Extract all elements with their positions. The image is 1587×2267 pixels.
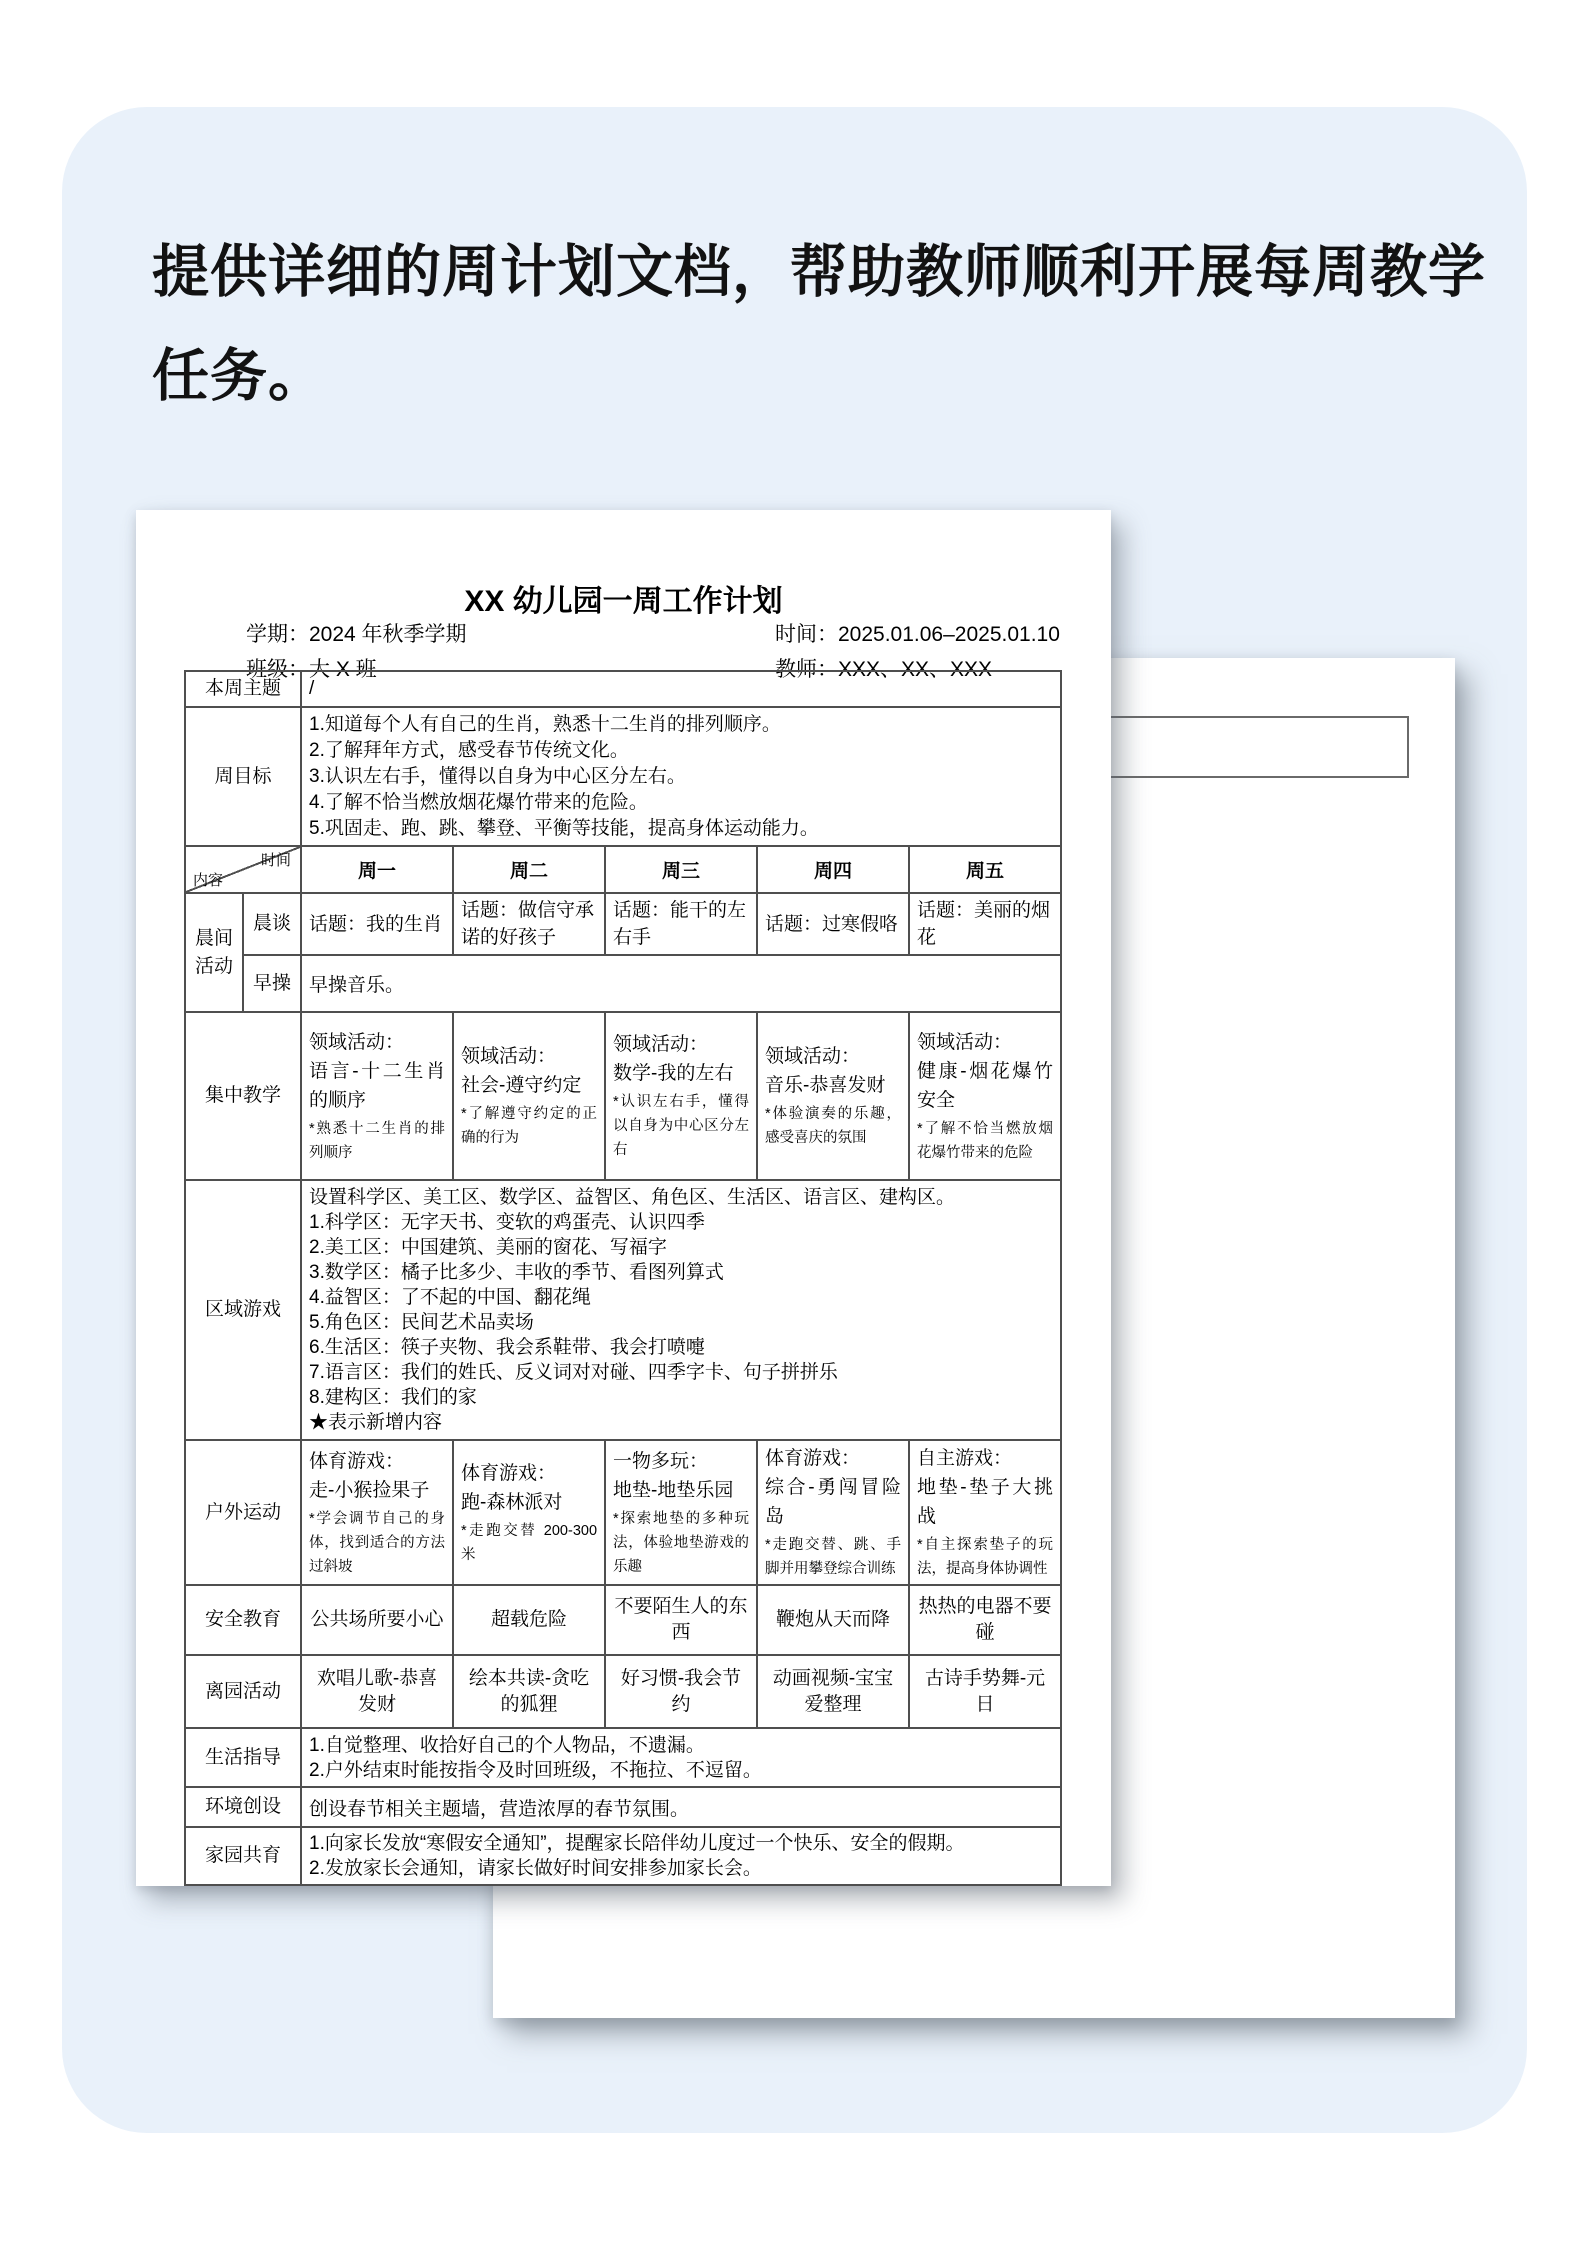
row-label-safety: 安全教育 [185, 1585, 301, 1655]
row-sublabel-exercise: 早操 [243, 955, 301, 1012]
teaching-cell: 领域活动： 数学-我的左右 *认识左右手，懂得以自身为中心区分左右 [605, 1012, 757, 1180]
row-label-leaving: 离园活动 [185, 1655, 301, 1728]
row-leaving [185, 1655, 1061, 1728]
row-label-teaching: 集中教学 [185, 1012, 301, 1180]
day-header-thursday: 周四 [757, 846, 909, 893]
row-morning-exercise [185, 955, 1061, 1012]
talk-cell: 话题：做信守承诺的好孩子 [453, 893, 605, 955]
regional-line: 设置科学区、美工区、数学区、益智区、角色区、生活区、语言区、建构区。 [309, 1187, 956, 1208]
regional-line: 8.建构区：我们的家 [309, 1387, 477, 1408]
row-label-regional: 区域游戏 [185, 1180, 301, 1440]
row-label-life: 生活指导 [185, 1728, 301, 1787]
leaving-cell: 欢唱儿歌-恭喜发财 [301, 1655, 453, 1728]
teaching-cell: 领域活动： 语言-十二生肖的顺序 *熟悉十二生肖的排列顺序 [301, 1012, 453, 1180]
life-line: 1.自觉整理、收拾好自己的个人物品，不遗漏。 [309, 1734, 705, 1756]
goal-line: 3.认识左右手，懂得以自身为中心区分左右。 [309, 765, 686, 787]
regional-line: 6.生活区：筷子夹物、我会系鞋带、我会打喷嚏 [309, 1337, 705, 1358]
regional-line: 7.语言区：我们的姓氏、反义词对对碰、四季字卡、句子拼拼乐 [309, 1362, 838, 1383]
row-label-environment: 环境创设 [185, 1787, 301, 1827]
leaving-cell: 古诗手势舞-元日 [909, 1655, 1061, 1728]
row-regional-games [185, 1180, 1061, 1440]
day-header-wednesday: 周三 [605, 846, 757, 893]
doc-title: XX 幼儿园一周工作计划 [464, 585, 783, 618]
regional-line: 5.角色区：民间艺术品卖场 [309, 1312, 534, 1333]
leaving-cell: 动画视频-宝宝爱整理 [757, 1655, 909, 1728]
talk-cell: 话题：我的生肖 [301, 893, 453, 955]
exercise-cell: 早操音乐。 [301, 955, 1061, 1012]
talk-cell: 话题：美丽的烟花 [909, 893, 1061, 955]
row-environment [185, 1787, 1061, 1827]
day-header-friday: 周五 [909, 846, 1061, 893]
header-content-label: 内容 [193, 872, 224, 889]
row-label-week-goals: 周目标 [185, 707, 301, 846]
week-theme-value: / [301, 671, 1061, 707]
meta-teacher: 教师：XXX、XX、XXX [775, 658, 993, 681]
teaching-cell: 领域活动： 音乐-恭喜发财 *体验演奏的乐趣，感受喜庆的氛围 [757, 1012, 909, 1180]
teaching-cell: 领域活动： 社会-遵守约定 *了解遵守约定的正确的行为 [453, 1012, 605, 1180]
row-safety [185, 1585, 1061, 1655]
leaving-cell: 绘本共读-贪吃的狐狸 [453, 1655, 605, 1728]
row-outdoor [185, 1440, 1061, 1585]
teaching-cell: 领域活动： 健康-烟花爆竹安全 *了解不恰当燃放烟花爆竹带来的危险 [909, 1012, 1061, 1180]
day-header-tuesday: 周二 [453, 846, 605, 893]
meta-class: 班级：大 X 班 [246, 658, 377, 681]
row-label-week-theme: 本周主题 [185, 671, 301, 707]
week-goals-cell [301, 707, 1061, 846]
meta-semester: 学期：2024 年秋季学期 [246, 623, 467, 646]
outdoor-cell: 自主游戏： 地垫-垫子大挑战 *自主探索垫子的玩法，提高身体协调性 [909, 1440, 1061, 1585]
outdoor-cell: 体育游戏： 走-小猴捡果子 *学会调节自己的身体，找到适合的方法过斜坡 [301, 1440, 453, 1585]
regional-line: 2.美工区：中国建筑、美丽的窗花、写福字 [309, 1237, 667, 1258]
leaving-cell: 好习惯-我会节约 [605, 1655, 757, 1728]
safety-cell: 鞭炮从天而降 [757, 1585, 909, 1655]
regional-line: 4.益智区：了不起的中国、翻花绳 [309, 1287, 591, 1308]
regional-line: 3.数学区：橘子比多少、丰收的季节、看图列算式 [309, 1262, 724, 1283]
home-coop-line: 1.向家长发放“寒假安全通知”，提醒家长陪伴幼儿度过一个快乐、安全的假期。 [309, 1833, 965, 1854]
row-week-goals [185, 707, 1061, 846]
environment-cell: 创设春节相关主题墙，营造浓厚的春节氛围。 [301, 1787, 1061, 1827]
home-coop-cell [301, 1827, 1061, 1885]
header-diagonal-cell [185, 846, 301, 893]
row-label-outdoor: 户外运动 [185, 1440, 301, 1585]
row-label-home-coop: 家园共育 [185, 1827, 301, 1885]
header-time-label: 时间 [261, 852, 292, 869]
day-header-monday: 周一 [301, 846, 453, 893]
safety-cell: 公共场所要小心 [301, 1585, 453, 1655]
goal-line: 2.了解拜年方式，感受春节传统文化。 [309, 739, 629, 761]
goal-line: 5.巩固走、跑、跳、攀登、平衡等技能，提高身体运动能力。 [309, 817, 819, 839]
safety-cell: 超载危险 [453, 1585, 605, 1655]
row-day-headers [185, 846, 1061, 893]
life-cell [301, 1728, 1061, 1787]
outdoor-cell: 体育游戏： 跑-森林派对 *走跑交替 200-300 米 [453, 1440, 605, 1585]
row-morning-talk [185, 893, 1061, 955]
safety-cell: 不要陌生人的东西 [605, 1585, 757, 1655]
regional-line: ★表示新增内容 [309, 1412, 443, 1433]
row-home-coop [185, 1827, 1061, 1885]
talk-cell: 话题：能干的左右手 [605, 893, 757, 955]
row-label-morning: 晨间活动 [185, 893, 243, 1012]
intro-text: 提供详细的周计划文档，帮助教师顺利开展每周教学任务。 [152, 240, 1486, 408]
weekly-plan-page [136, 510, 1111, 1886]
goal-line: 1.知道每个人有自己的生肖，熟悉十二生肖的排列顺序。 [309, 713, 781, 735]
safety-cell: 热热的电器不要碰 [909, 1585, 1061, 1655]
outdoor-cell: 体育游戏： 综合-勇闯冒险岛 *走跑交替、跳、手脚并用攀登综合训练 [757, 1440, 909, 1585]
regional-line: 1.科学区：无字天书、变软的鸡蛋壳、认识四季 [309, 1212, 705, 1233]
outdoor-cell: 一物多玩： 地垫-地垫乐园 *探索地垫的多种玩法，体验地垫游戏的乐趣 [605, 1440, 757, 1585]
weekly-plan-table [184, 670, 1062, 1886]
row-teaching [185, 1012, 1061, 1180]
talk-cell: 话题：过寒假咯 [757, 893, 909, 955]
meta-time: 时间：2025.01.06–2025.01.10 [775, 623, 1060, 646]
row-week-theme [185, 671, 1061, 707]
row-sublabel-talk: 晨谈 [243, 893, 301, 955]
home-coop-line: 2.发放家长会通知，请家长做好时间安排参加家长会。 [309, 1858, 762, 1879]
row-life-guidance [185, 1728, 1061, 1787]
regional-cell [301, 1180, 1061, 1440]
life-line: 2.户外结束时能按指令及时回班级，不拖拉、不逗留。 [309, 1759, 762, 1781]
goal-line: 4.了解不恰当燃放烟花爆竹带来的危险。 [309, 791, 648, 813]
